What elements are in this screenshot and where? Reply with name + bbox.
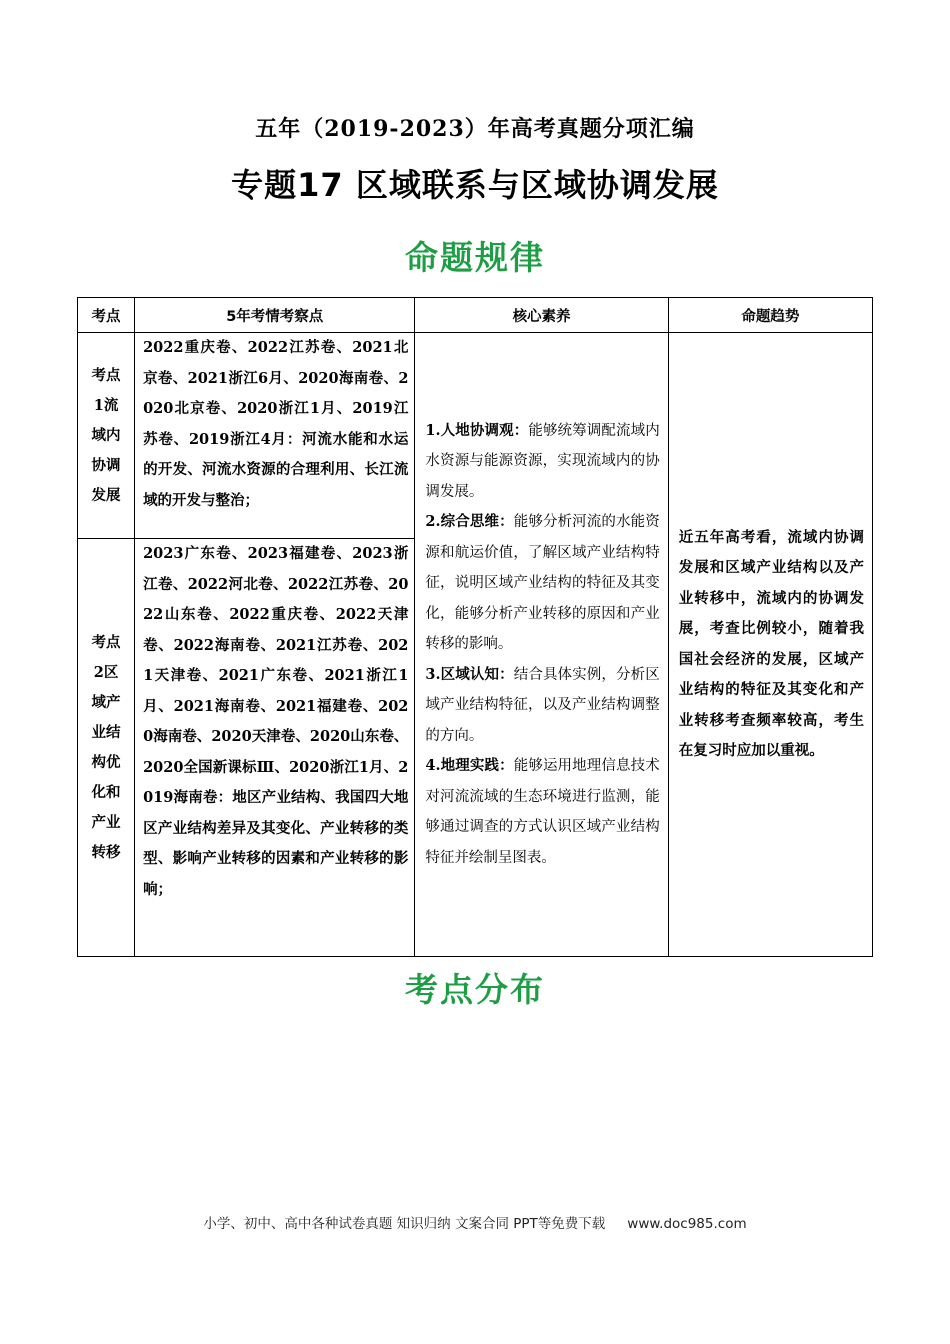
table-row xyxy=(78,333,873,539)
hexin-label-1: 1.人地协调观： xyxy=(425,421,529,439)
hexin-label-4: 4.地理实践： xyxy=(425,757,514,775)
header-kaoqing: 5年考情考察点 xyxy=(135,298,415,333)
rules-table xyxy=(77,297,873,957)
hexin-label-3: 3.区域认知： xyxy=(425,665,514,683)
hexin-item-1 xyxy=(425,416,659,508)
kaodian-label-2: 考点2区域产业结构优化和产业转移 xyxy=(91,633,121,861)
hexin-label-2: 2.综合思维： xyxy=(425,513,514,531)
kaodian-label-1: 考点1流域内协调发展 xyxy=(91,366,121,504)
kaoqing-cell-2: 2023广东卷、2023福建卷、2023浙江卷、2022河北卷、2022江苏卷、2022山东卷、2022重庆卷、2022天津卷、2022海南卷、2021江苏卷、2021天津卷、2021广东卷、2021浙江1月、2021海南卷、2021福建卷、2020海南卷、2020天津卷、2020山东卷、2020全国新课标Ⅲ、2020浙江1月、2019海南卷：地区产业结构、我国四大地区产业结构差异及其变化、产业转移的类型、影响产业转移的因素和产业转移的影响； xyxy=(135,539,415,957)
hexin-text-4: 能够运用地理信息技术对河流流域的生态环境进行监测，能够通过调查的方式认识区域产业结构特征并绘制呈图表。 xyxy=(425,758,660,866)
hexin-text-3: 结合具体实例，分析区域产业结构特征，以及产业结构调整的方向。 xyxy=(425,666,660,744)
hexin-item-3 xyxy=(425,660,659,752)
header-qushi: 命题趋势 xyxy=(668,298,872,333)
kaoqing-cell-1: 2022重庆卷、2022江苏卷、2021北京卷、2021浙江6月、2020海南卷、2020北京卷、2020浙江1月、2019江苏卷、2019浙江4月：河流水能和水运的开发、河流水资源的合理利用、长江流域的开发与整治； xyxy=(135,333,415,539)
section-heading-distribution: 考点分布 xyxy=(405,970,545,1009)
qushi-cell: 近五年高考看，流域内协调发展和区域产业结构以及产业转移中，流域内的协调发展，考查比例较小，随着我国社会经济的发展，区域产业结构的特征及其变化和产业转移考查频率较高，考生在复习时应加以重视。 xyxy=(668,333,872,957)
section-heading-rules: 命题规律 xyxy=(405,238,545,277)
hexin-text-1: 能够统筹调配流域内水资源与能源资源，实现流域内的协调发展。 xyxy=(425,422,660,500)
hexin-text-2: 能够分析河流的水能资源和航运价值，了解区域产业结构特征，说明区域产业结构的特征及其变化，能够分析产业转移的原因和产业转移的影响。 xyxy=(425,514,660,653)
kaodian-cell-1 xyxy=(78,333,135,539)
header-hexin: 核心素养 xyxy=(415,298,668,333)
header-kaodian: 考点 xyxy=(78,298,135,333)
hexin-item-2 xyxy=(425,507,659,660)
kaodian-cell-2 xyxy=(78,539,135,957)
footer-url[interactable]: www.doc985.com xyxy=(627,1216,747,1232)
footer-text: 小学、初中、高中各种试卷真题 知识归纳 文案合同 PPT等免费下载 xyxy=(203,1216,606,1232)
hexin-item-4 xyxy=(425,751,659,873)
page-footer xyxy=(0,1212,950,1232)
document-supertitle: 五年（2019-2023）年高考真题分项汇编 xyxy=(255,116,695,142)
table-header-row xyxy=(78,298,873,333)
hexin-cell xyxy=(415,333,668,957)
document-title: 专题17 区域联系与区域协调发展 xyxy=(231,166,719,204)
